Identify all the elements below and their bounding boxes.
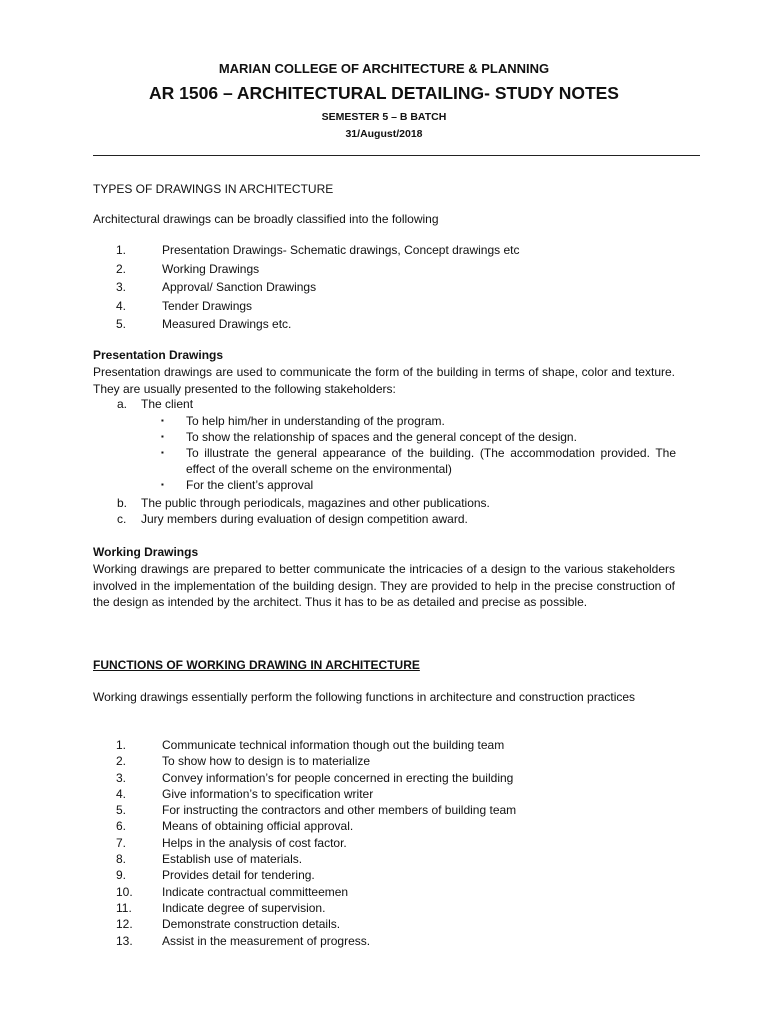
- college-name: MARIAN COLLEGE OF ARCHITECTURE & PLANNING: [218, 61, 550, 76]
- types-intro: Architectural drawings can be broadly classified into the following: [93, 212, 439, 226]
- document-page: MARIAN COLLEGE OF ARCHITECTURE & PLANNING AR 1506 – ARCHITECTURAL DETAILING- STUDY NOTES SEMESTER 5 – B BATCH 31/August/2018 TYPES OF DRAWINGS IN ARCHITECTURE Architectural drawings can be broadly classified into the following 1. Presentation Drawings- Schematic drawings, Concept drawings etc 2. Working Drawings 3. Approval/ Sanction Drawings 4. Tender Drawings 5. Measured Drawings etc. Presentation Drawings Presentation drawings are used to communicate the form of the building in terms of shape, color and texture. They are usually presented to the following stakeholders: a. The client ▪ To help him/her in understanding of the program. ▪ To show the relationship of spaces and the general concept of the design. ▪ To illustrate the general appearance of the building. (The accommodation provided. The effect of the overall scheme on the environmental) ▪ For the client’s approval b. The public through periodicals, magazines and other publications. c. Jury members during evaluation of design competition award. Working Drawings Working drawings are prepared to better communicate the intricacies of a design to the various stakeholders involved in the implementation of the building design. They are provided to help in the precise construction of the design as intended by the architect. Thus it has to be as detailed and precise as possible. FUNCTIONS OF WORKING DRAWING IN ARCHITECTURE Working drawings essentially perform the following functions in architecture and construction practices 1. Communicate technical information though out the building team 2. To show how to design is to materialize 3. Convey information’s for people concerned in erecting the building 4. Give information’s to specification writer 5. For instructing the contractors and other members of building team 6. Means of obtaining official approval. 7. Helps in the analysis of cost factor. 8. Establish use of materials. 9. Provides detail for tendering. 10. Indicate contractual committeemen 11. Indicate degree of supervision. 12. Demonstrate construction details. 13. Assist in the measurement of progress.: [0, 0, 768, 1024]
- list-item: ▪ To help him/her in understanding of the program.: [161, 414, 445, 428]
- presentation-paragraph: Presentation drawings are used to communicate the form of the building in terms of shape, color and texture. They are usually presented to the following stakeholders:: [93, 365, 675, 396]
- square-bullet-icon: ▪: [161, 416, 164, 425]
- course-title: AR 1506 – ARCHITECTURAL DETAILING- STUDY NOTES: [149, 83, 619, 103]
- list-item: ▪ For the client’s approval: [161, 478, 314, 492]
- semester-line: SEMESTER 5 – B BATCH: [321, 111, 447, 123]
- section-heading-types: TYPES OF DRAWINGS IN ARCHITECTURE: [93, 182, 334, 196]
- working-paragraph: Working drawings are prepared to better communicate the intricacies of a design to the various stakeholders involved in the implementation of the building design. They are provided to help in the precise construction of the design as intended by the architect. Thus it has to be as detailed and precise as possible.: [93, 562, 675, 609]
- working-heading: Working Drawings: [93, 545, 199, 559]
- header-divider: [93, 155, 700, 156]
- square-bullet-icon: ▪: [161, 448, 164, 457]
- date-line: 31/August/2018: [345, 128, 423, 140]
- presentation-heading: Presentation Drawings: [93, 348, 224, 362]
- functions-intro: Working drawings essentially perform the following functions in architecture and construction practices: [93, 690, 636, 704]
- list-item: ▪ To illustrate the general appearance of the building. (The accommodation provided. The effect of the overall scheme on the environmental): [161, 446, 676, 476]
- square-bullet-icon: ▪: [161, 432, 164, 441]
- section-heading-functions: FUNCTIONS OF WORKING DRAWING IN ARCHITECTURE: [93, 658, 420, 672]
- square-bullet-icon: ▪: [161, 480, 164, 489]
- client-bullets: [161, 413, 676, 493]
- list-item: ▪ To show the relationship of spaces and the general concept of the design.: [161, 430, 577, 444]
